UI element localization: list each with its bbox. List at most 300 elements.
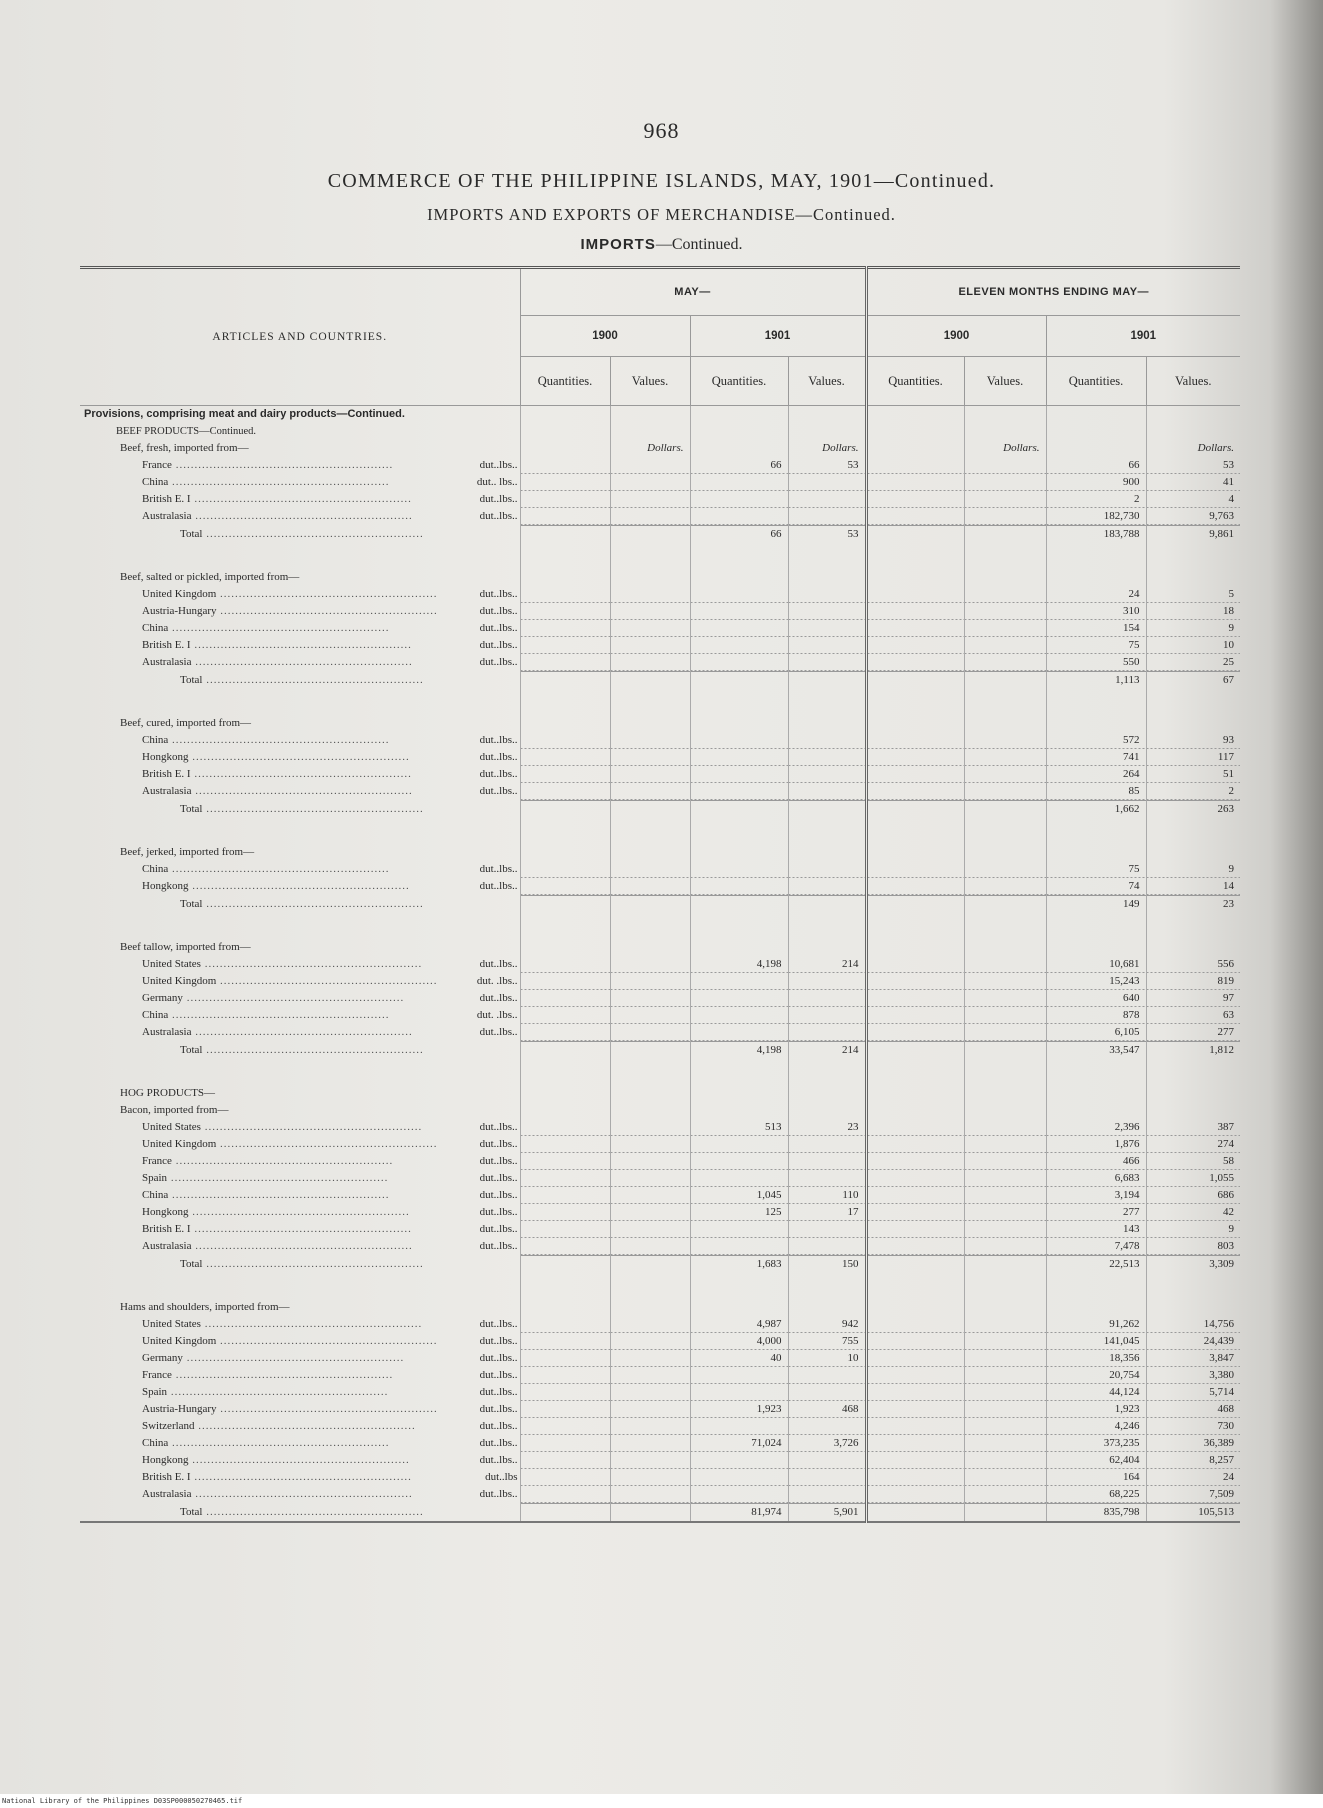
value-cell xyxy=(788,818,866,844)
value-cell xyxy=(690,801,788,819)
value-cell xyxy=(964,1221,1046,1238)
row-label xyxy=(80,654,520,672)
row-label xyxy=(80,783,520,801)
value-cell xyxy=(610,818,690,844)
unit-label: dut..lbs.. xyxy=(479,1488,518,1501)
value-cell: 686 xyxy=(1146,1187,1240,1204)
value-cell: 10 xyxy=(1146,637,1240,654)
value-cell xyxy=(964,1452,1046,1469)
row-label-text: British E. I xyxy=(142,1223,191,1235)
leader-dots: .......................................................... xyxy=(167,1172,389,1184)
unit-label: dut..lbs.. xyxy=(479,880,518,893)
row-label-text: British E. I xyxy=(142,768,191,780)
value-cell xyxy=(964,1469,1046,1486)
leader-dots: .......................................................... xyxy=(191,510,413,523)
table-row xyxy=(80,1384,1240,1401)
value-cell xyxy=(690,1007,788,1024)
value-cell xyxy=(964,1102,1046,1119)
value-cell xyxy=(964,844,1046,861)
unit-dollars: Dollars. xyxy=(788,440,866,457)
value-cell xyxy=(610,973,690,990)
value-cell xyxy=(520,1256,610,1274)
value-cell xyxy=(788,406,866,424)
table-row xyxy=(80,783,1240,801)
unit-label: dut. .lbs.. xyxy=(476,975,518,987)
value-cell xyxy=(964,896,1046,914)
row-label xyxy=(80,1204,520,1221)
value-cell xyxy=(520,1085,610,1102)
value-cell xyxy=(520,440,610,457)
row-label xyxy=(80,1256,520,1274)
row-label xyxy=(80,896,520,914)
value-cell: 2 xyxy=(1046,491,1146,508)
unit-label: dut..lbs.. xyxy=(479,588,518,600)
table-row xyxy=(80,1221,1240,1238)
leader-dots: .......................................................... xyxy=(171,1155,394,1167)
value-cell xyxy=(788,990,866,1007)
value-cell xyxy=(690,1059,788,1085)
value-cell xyxy=(690,896,788,914)
value-cell xyxy=(1146,715,1240,732)
value-cell: 14,756 xyxy=(1146,1316,1240,1333)
value-cell xyxy=(964,766,1046,783)
value-cell xyxy=(964,672,1046,690)
value-cell xyxy=(964,1204,1046,1221)
value-cell xyxy=(788,973,866,990)
value-cell: 10 xyxy=(788,1350,866,1367)
row-label-text: Hongkong xyxy=(142,1206,189,1218)
value-cell xyxy=(610,766,690,783)
total-row xyxy=(80,1042,1240,1060)
leader-dots: .......................................................... xyxy=(202,802,424,815)
row-label-text: Total xyxy=(180,897,203,910)
leader-dots: .......................................................... xyxy=(190,493,412,505)
unit-label: dut..lbs.. xyxy=(479,1172,518,1184)
value-cell xyxy=(520,474,610,491)
value-cell xyxy=(690,783,788,801)
value-cell xyxy=(788,1221,866,1238)
value-cell: 71,024 xyxy=(690,1435,788,1452)
row-label xyxy=(80,508,520,526)
value-cell xyxy=(520,1367,610,1384)
value-cell xyxy=(1046,1299,1146,1316)
value-cell xyxy=(690,620,788,637)
value-cell xyxy=(1146,1102,1240,1119)
value-cell xyxy=(964,1333,1046,1350)
value-cell xyxy=(610,1350,690,1367)
value-cell xyxy=(788,783,866,801)
value-cell xyxy=(520,801,610,819)
value-cell xyxy=(690,508,788,526)
value-cell xyxy=(610,1273,690,1299)
value-cell xyxy=(610,457,690,474)
value-cell xyxy=(520,1170,610,1187)
row-label-text: Australasia xyxy=(142,1240,192,1253)
value-cell: 942 xyxy=(788,1316,866,1333)
value-cell xyxy=(788,1007,866,1024)
row-label-text: Beef, salted or pickled, imported from— xyxy=(120,571,300,583)
unit-label: dut..lbs.. xyxy=(479,493,518,505)
leader-dots: .......................................................... xyxy=(167,1386,389,1398)
value-cell xyxy=(520,861,610,878)
leader-dots: .......................................................... xyxy=(190,1471,412,1483)
eleven-months-header: ELEVEN MONTHS ENDING MAY— xyxy=(866,268,1240,316)
leader-dots: .......................................................... xyxy=(191,656,413,669)
leader-dots: .......................................................... xyxy=(202,897,424,910)
value-cell xyxy=(690,543,788,569)
value-cell xyxy=(690,818,788,844)
value-cell: 640 xyxy=(1046,990,1146,1007)
row-label xyxy=(80,1401,520,1418)
value-cell: 105,513 xyxy=(1146,1504,1240,1523)
page-title-main: COMMERCE OF THE PHILIPPINE ISLANDS, MAY, 1901— xyxy=(327,170,895,192)
value-cell xyxy=(964,1486,1046,1504)
value-cell: 466 xyxy=(1046,1153,1146,1170)
value-cell xyxy=(964,1435,1046,1452)
row-label-text: Total xyxy=(180,802,203,815)
value-cell xyxy=(1146,1299,1240,1316)
imports-heading xyxy=(0,236,1323,254)
value-cell xyxy=(610,1384,690,1401)
value-cell xyxy=(788,654,866,672)
value-cell xyxy=(520,956,610,973)
value-cell xyxy=(690,440,788,457)
value-cell xyxy=(520,1204,610,1221)
value-cell xyxy=(866,543,964,569)
row-label xyxy=(80,491,520,508)
unit-label: dut..lbs.. xyxy=(479,1335,518,1347)
unit-label: dut..lbs.. xyxy=(479,1386,518,1398)
value-cell xyxy=(520,1299,610,1316)
value-cell: 53 xyxy=(788,526,866,544)
row-label xyxy=(80,1333,520,1350)
value-cell: 40 xyxy=(690,1350,788,1367)
table-row xyxy=(80,1119,1240,1136)
value-cell xyxy=(788,749,866,766)
value-cell xyxy=(788,1085,866,1102)
value-cell xyxy=(520,1059,610,1085)
value-cell xyxy=(866,1153,964,1170)
value-cell xyxy=(610,844,690,861)
row-label xyxy=(80,1153,520,1170)
row-label xyxy=(80,913,520,939)
value-cell xyxy=(610,1238,690,1256)
value-cell xyxy=(866,715,964,732)
value-cell: 5,714 xyxy=(1146,1384,1240,1401)
value-cell xyxy=(964,1085,1046,1102)
row-label xyxy=(80,620,520,637)
value-cell xyxy=(520,508,610,526)
leader-dots: .......................................................... xyxy=(202,673,424,686)
unit-label: dut..lbs.. xyxy=(479,751,518,763)
value-cell xyxy=(964,1350,1046,1367)
value-cell xyxy=(964,620,1046,637)
unit-label: dut..lbs.. xyxy=(479,1352,518,1364)
value-cell: 125 xyxy=(690,1204,788,1221)
row-label xyxy=(80,1059,520,1085)
value-cell xyxy=(866,620,964,637)
value-cell xyxy=(788,586,866,603)
value-cell xyxy=(866,939,964,956)
value-cell xyxy=(610,1333,690,1350)
value-cell xyxy=(866,861,964,878)
value-cell xyxy=(610,654,690,672)
value-cell xyxy=(610,1367,690,1384)
value-cell: 23 xyxy=(788,1119,866,1136)
value-cell: 2 xyxy=(1146,783,1240,801)
value-cell xyxy=(610,526,690,544)
value-cell xyxy=(866,1119,964,1136)
table-row xyxy=(80,749,1240,766)
row-label xyxy=(80,878,520,896)
value-cell xyxy=(690,637,788,654)
row-label-text: China xyxy=(142,863,169,875)
value-cell xyxy=(690,491,788,508)
value-cell: 15,243 xyxy=(1046,973,1146,990)
category-heading xyxy=(80,1102,1240,1119)
value-cell xyxy=(964,1153,1046,1170)
value-cell xyxy=(610,1024,690,1042)
leader-dots: .......................................................... xyxy=(216,975,438,987)
value-cell xyxy=(1146,1273,1240,1299)
value-cell xyxy=(1046,440,1146,457)
leader-dots: .......................................................... xyxy=(188,751,410,763)
value-cell xyxy=(520,1007,610,1024)
leader-dots: .......................................................... xyxy=(202,1257,424,1270)
value-cell xyxy=(520,1238,610,1256)
unit-label: dut..lbs.. xyxy=(479,1121,518,1133)
unit-label: dut..lbs.. xyxy=(479,734,518,746)
unit-label: dut..lbs.. xyxy=(479,605,518,617)
value-cell xyxy=(964,861,1046,878)
page-title xyxy=(0,170,1323,193)
value-cell xyxy=(520,896,610,914)
value-cell xyxy=(520,1102,610,1119)
row-label xyxy=(80,732,520,749)
value-cell xyxy=(964,1119,1046,1136)
value-cell: 741 xyxy=(1046,749,1146,766)
total-row xyxy=(80,672,1240,690)
value-cell xyxy=(866,1170,964,1187)
value-cell xyxy=(964,526,1046,544)
category-heading xyxy=(80,715,1240,732)
value-cell: 4,198 xyxy=(690,1042,788,1060)
value-cell: 62,404 xyxy=(1046,1452,1146,1469)
page-title-continued: Continued. xyxy=(894,170,996,192)
category-heading xyxy=(80,440,1240,457)
unit-label: dut..lbs.. xyxy=(479,1189,518,1201)
row-label-text: Beef, jerked, imported from— xyxy=(120,846,255,858)
row-label xyxy=(80,766,520,783)
value-cell xyxy=(520,878,610,896)
row-label xyxy=(80,1007,520,1024)
value-cell xyxy=(964,939,1046,956)
value-cell xyxy=(1046,569,1146,586)
row-label-text: Hongkong xyxy=(142,1454,189,1466)
value-cell xyxy=(520,620,610,637)
value-cell xyxy=(690,861,788,878)
row-label xyxy=(80,1085,520,1102)
table-row xyxy=(80,620,1240,637)
value-cell xyxy=(866,1367,964,1384)
table-row xyxy=(80,1486,1240,1504)
subsection-heading xyxy=(80,423,1240,440)
table-row xyxy=(80,861,1240,878)
value-cell xyxy=(520,1504,610,1523)
value-cell: 264 xyxy=(1046,766,1146,783)
table-row xyxy=(80,603,1240,620)
row-label xyxy=(80,569,520,586)
row-label-text: United States xyxy=(142,1318,201,1330)
value-cell xyxy=(866,766,964,783)
value-cell xyxy=(690,766,788,783)
value-cell xyxy=(788,801,866,819)
value-cell: 6,683 xyxy=(1046,1170,1146,1187)
table-row xyxy=(80,878,1240,896)
value-cell xyxy=(520,603,610,620)
leader-dots: .......................................................... xyxy=(216,1403,438,1415)
leader-dots: .......................................................... xyxy=(202,1043,424,1056)
value-cell xyxy=(610,569,690,586)
value-cell xyxy=(610,1136,690,1153)
value-cell xyxy=(964,457,1046,474)
value-cell xyxy=(1146,1059,1240,1085)
value-cell xyxy=(866,732,964,749)
value-cell xyxy=(964,801,1046,819)
leader-dots: .......................................................... xyxy=(202,1505,424,1518)
value-cell xyxy=(1046,689,1146,715)
value-cell: 274 xyxy=(1146,1136,1240,1153)
value-cell xyxy=(1046,844,1146,861)
row-label xyxy=(80,1367,520,1384)
value-cell xyxy=(1046,423,1146,440)
unit-label: dut..lbs.. xyxy=(479,1454,518,1466)
value-cell: 68,225 xyxy=(1046,1486,1146,1504)
leader-dots: .......................................................... xyxy=(191,1240,413,1253)
value-cell xyxy=(866,1187,964,1204)
unit-label: dut..lbs.. xyxy=(479,1437,518,1449)
unit-label: dut..lbs.. xyxy=(479,863,518,875)
spacer-row xyxy=(80,1059,1240,1085)
value-cell: 3,380 xyxy=(1146,1367,1240,1384)
value-cell xyxy=(964,1136,1046,1153)
value-cell: 4,000 xyxy=(690,1333,788,1350)
value-cell xyxy=(610,406,690,424)
unit-label: dut..lbs.. xyxy=(479,1026,518,1039)
table-row xyxy=(80,766,1240,783)
value-cell xyxy=(690,672,788,690)
value-cell xyxy=(610,1102,690,1119)
unit-label: dut.. lbs.. xyxy=(476,476,518,488)
unit-label: dut..lbs.. xyxy=(479,1223,518,1235)
leader-dots: .......................................................... xyxy=(190,639,412,651)
value-cell xyxy=(964,423,1046,440)
value-cell xyxy=(788,637,866,654)
leader-dots: .......................................................... xyxy=(182,1352,405,1364)
row-label xyxy=(80,1316,520,1333)
value-cell xyxy=(788,1418,866,1435)
value-cell: 85 xyxy=(1046,783,1146,801)
value-cell: 4,198 xyxy=(690,956,788,973)
may-1901-header: 1901 xyxy=(690,316,866,357)
value-cell: 7,509 xyxy=(1146,1486,1240,1504)
value-cell xyxy=(520,1042,610,1060)
value-cell xyxy=(964,818,1046,844)
unit-label: dut..lbs.. xyxy=(479,1155,518,1167)
value-cell: 18 xyxy=(1146,603,1240,620)
value-cell: 3,847 xyxy=(1146,1350,1240,1367)
row-label xyxy=(80,689,520,715)
value-cell xyxy=(690,474,788,491)
row-label-text: Austria-Hungary xyxy=(142,1403,217,1415)
value-cell xyxy=(690,689,788,715)
value-cell: 819 xyxy=(1146,973,1240,990)
value-cell xyxy=(866,1024,964,1042)
value-cell xyxy=(964,715,1046,732)
value-cell xyxy=(690,569,788,586)
value-cell xyxy=(520,732,610,749)
row-label xyxy=(80,939,520,956)
unit-label: dut..lbs.. xyxy=(479,510,518,523)
value-cell xyxy=(690,1085,788,1102)
value-cell: 110 xyxy=(788,1187,866,1204)
unit-dollars: Dollars. xyxy=(964,440,1046,457)
leader-dots: .......................................................... xyxy=(168,734,390,746)
value-cell: 66 xyxy=(690,457,788,474)
value-cell xyxy=(1046,715,1146,732)
value-cell xyxy=(964,990,1046,1007)
value-cell xyxy=(520,637,610,654)
value-cell xyxy=(610,603,690,620)
row-label-text: Austria-Hungary xyxy=(142,605,217,617)
row-label-text: China xyxy=(142,476,169,488)
value-cell xyxy=(610,878,690,896)
leader-dots: .......................................................... xyxy=(188,1206,410,1218)
row-label xyxy=(80,1221,520,1238)
value-cell xyxy=(610,1153,690,1170)
leader-dots: .......................................................... xyxy=(202,527,424,540)
value-cell xyxy=(610,896,690,914)
row-label-text: Hongkong xyxy=(142,751,189,763)
value-cell xyxy=(866,913,964,939)
value-cell: 513 xyxy=(690,1119,788,1136)
value-cell: 1,876 xyxy=(1046,1136,1146,1153)
value-cell xyxy=(788,1238,866,1256)
value-cell xyxy=(964,406,1046,424)
row-label xyxy=(80,1042,520,1060)
unit-label: dut..lbs.. xyxy=(479,1240,518,1253)
value-cell xyxy=(690,1136,788,1153)
total-row xyxy=(80,896,1240,914)
row-label-text: Germany xyxy=(142,1352,183,1364)
value-cell xyxy=(866,801,964,819)
value-cell: 755 xyxy=(788,1333,866,1350)
table-row xyxy=(80,1170,1240,1187)
value-cell xyxy=(964,474,1046,491)
value-cell xyxy=(520,1401,610,1418)
value-cell: 8,257 xyxy=(1146,1452,1240,1469)
value-cell xyxy=(866,878,964,896)
value-cell xyxy=(520,1119,610,1136)
row-label-text: British E. I xyxy=(142,639,191,651)
row-label-text: Germany xyxy=(142,992,183,1004)
table-row xyxy=(80,1316,1240,1333)
value-cell xyxy=(964,654,1046,672)
row-label xyxy=(80,423,520,440)
value-cell xyxy=(866,1350,964,1367)
value-cell xyxy=(610,637,690,654)
value-cell xyxy=(866,1042,964,1060)
